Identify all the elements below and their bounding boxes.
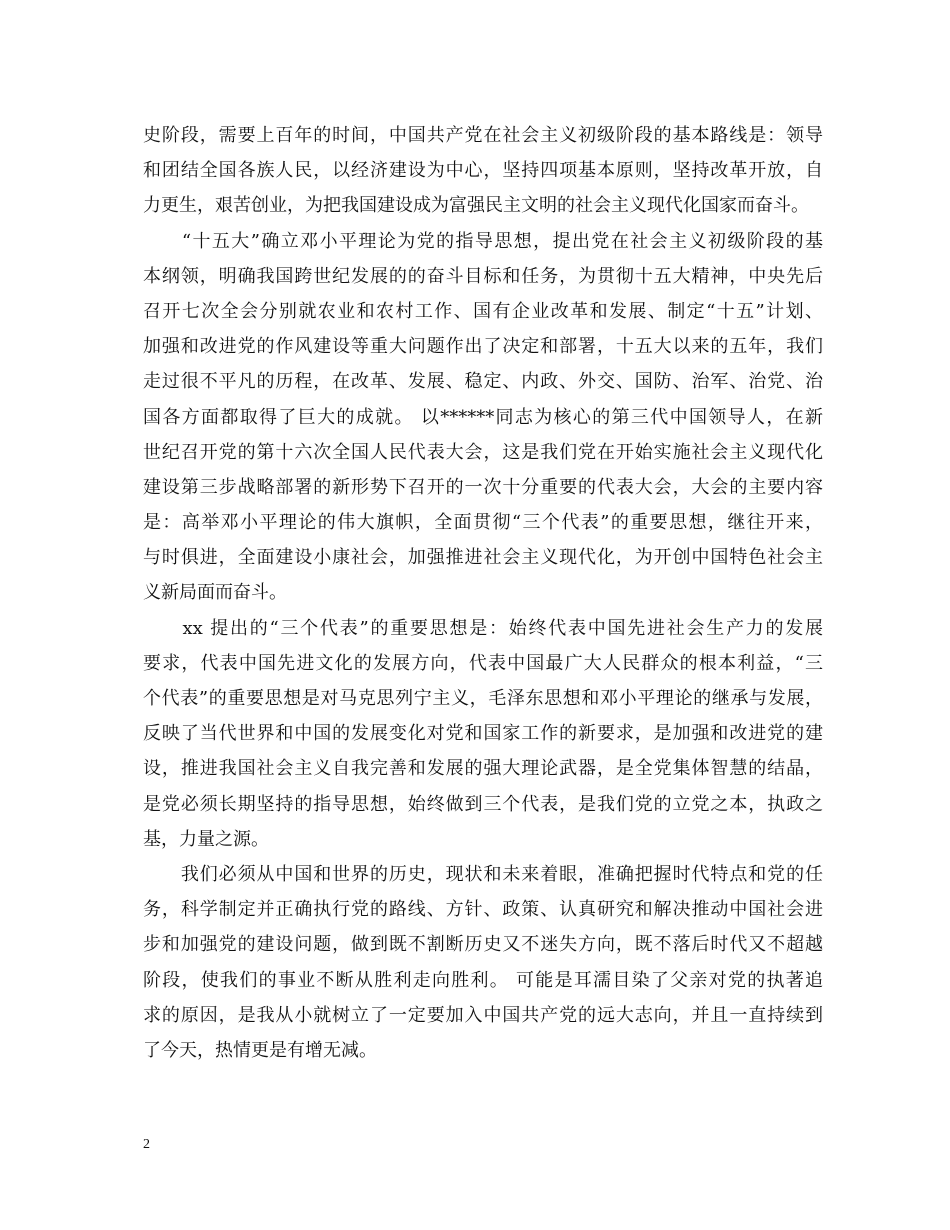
paragraph-2 bbox=[143, 224, 823, 611]
text-line: 求的原因，是我从小就树立了一定要加入中国共产党的远大志向，并且一直持续到 bbox=[143, 1004, 823, 1026]
paragraph-4 bbox=[143, 857, 823, 1068]
text-line: 阶段，使我们的事业不断从胜利走向胜利。 可能是耳濡目染了父亲对党的执著追 bbox=[143, 969, 823, 991]
text-line: 要求，代表中国先进文化的发展方向，代表中国最广大人民群众的根本利益，“三 bbox=[143, 652, 823, 674]
text-line: 是党必须长期坚持的指导思想，始终做到三个代表，是我们党的立党之本，执政之 bbox=[143, 793, 823, 815]
text-line: 史阶段，需要上百年的时间，中国共产党在社会主义初级阶段的基本路线是：领导 bbox=[143, 125, 823, 146]
text-line: 务，科学制定并正确执行党的路线、方针、政策、认真研究和解决推动中国社会进 bbox=[143, 899, 823, 921]
text-line: 设，推进我国社会主义自我完善和发展的强大理论武器，是全党集体智慧的结晶， bbox=[143, 758, 823, 780]
text-line: 力更生，艰苦创业，为把我国建设成为富强民主文明的社会主义现代化国家而奋斗。 bbox=[143, 195, 809, 217]
text-line: 义新局面而奋斗。 bbox=[143, 582, 287, 604]
text-line: 个代表”的重要思想是对马克思列宁主义，毛泽东思想和邓小平理论的继承与发展， bbox=[143, 688, 823, 709]
text-line: 加强和改进党的作风建设等重大问题作出了决定和部署，十五大以来的五年，我们 bbox=[143, 336, 823, 358]
page-number: 2 bbox=[143, 1137, 150, 1152]
text-line: xx 提出的“三个代表”的重要思想是：始终代表中国先进社会生产力的发展 bbox=[143, 617, 823, 639]
text-line: 世纪召开党的第十六次全国人民代表大会，这是我们党在开始实施社会主义现代化 bbox=[143, 441, 823, 463]
text-line: 召开七次全会分别就农业和农村工作、国有企业改革和发展、制定“十五”计划、 bbox=[143, 300, 823, 322]
text-line: 了今天，热情更是有增无减。 bbox=[143, 1039, 377, 1061]
text-line: 基，力量之源。 bbox=[143, 828, 269, 850]
text-line: 本纲领，明确我国跨世纪发展的的奋斗目标和任务，为贯彻十五大精神，中央先后 bbox=[143, 265, 823, 287]
text-line: 国各方面都取得了巨大的成就。 以******同志为核心的第三代中国领导人，在新 bbox=[143, 406, 823, 428]
text-line: 反映了当代世界和中国的发展变化对党和国家工作的新要求，是加强和改进党的建 bbox=[143, 723, 823, 745]
text-line: “十五大”确立邓小平理论为党的指导思想，提出党在社会主义初级阶段的基 bbox=[143, 230, 823, 252]
text-line: 和团结全国各族人民，以经济建设为中心，坚持四项基本原则，坚持改革开放，自 bbox=[143, 160, 823, 182]
paragraph-3 bbox=[143, 611, 823, 857]
paragraph-1 bbox=[143, 118, 823, 224]
text-line: 是：高举邓小平理论的伟大旗帜，全面贯彻“三个代表”的重要思想，继往开来， bbox=[143, 512, 823, 534]
document-body bbox=[143, 118, 823, 1068]
text-line: 建设第三步战略部署的新形势下召开的一次十分重要的代表大会，大会的主要内容 bbox=[143, 476, 823, 498]
text-line: 步和加强党的建设问题，做到既不割断历史又不迷失方向，既不落后时代又不超越 bbox=[143, 934, 823, 956]
text-line: 走过很不平凡的历程，在改革、发展、稳定、内政、外交、国防、治军、治党、治 bbox=[143, 371, 823, 393]
text-line: 与时俱进，全面建设小康社会，加强推进社会主义现代化，为开创中国特色社会主 bbox=[143, 547, 823, 569]
text-line: 我们必须从中国和世界的历史，现状和未来着眼，准确把握时代特点和党的任 bbox=[143, 863, 823, 885]
